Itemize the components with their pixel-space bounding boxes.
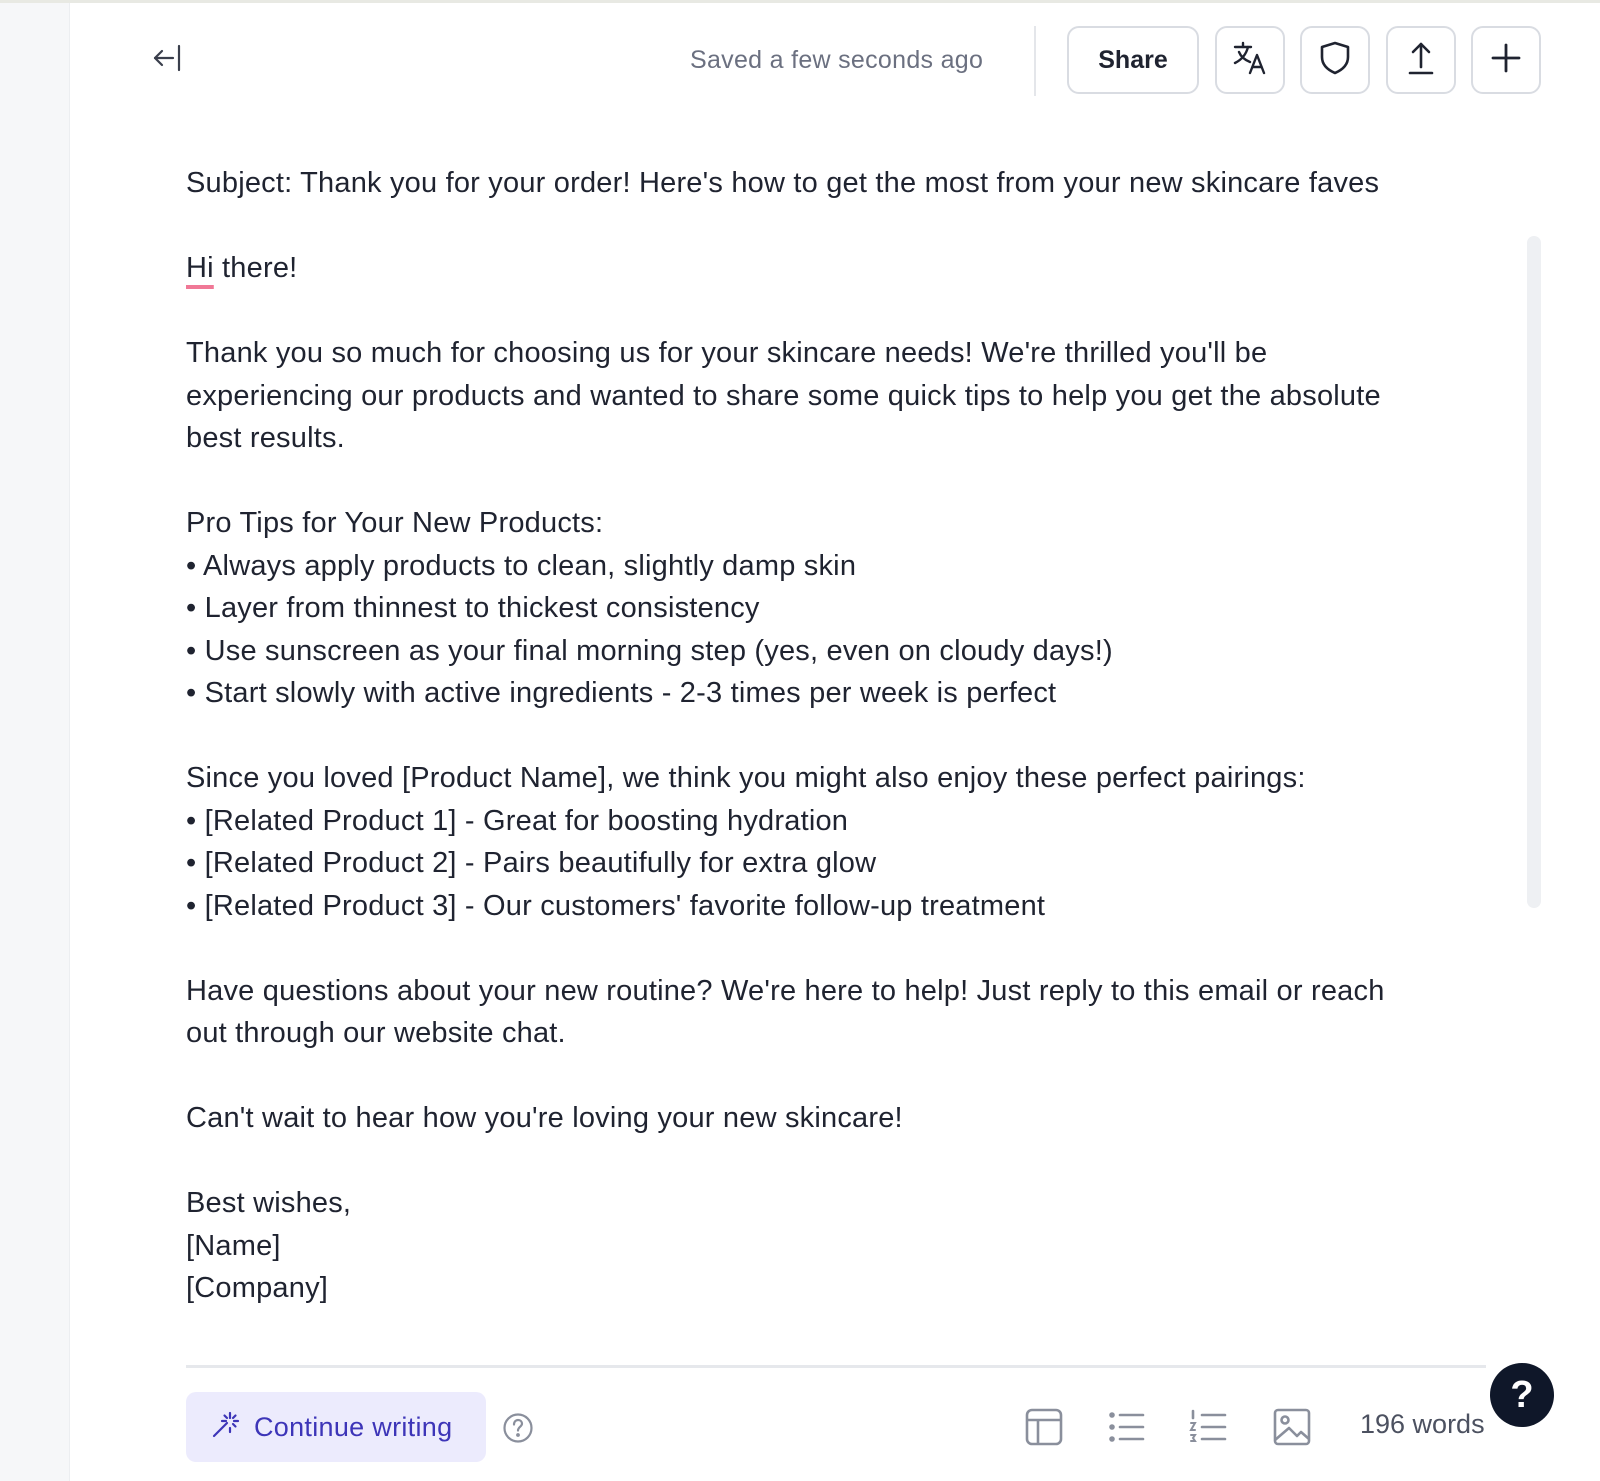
pairings-section bbox=[186, 757, 1416, 927]
upload-icon bbox=[1402, 39, 1440, 82]
intro-paragraph: Thank you so much for choosing us for your skincare needs! We're thrilled you'll be experiencing our products and wanted to share some quick tips to help you get the absolute best results. bbox=[186, 337, 1381, 454]
tip-item: • Use sunscreen as your final morning step (yes, even on cloudy days!) bbox=[186, 634, 1113, 667]
translate-button[interactable] bbox=[1215, 26, 1285, 94]
header-divider bbox=[1034, 26, 1036, 96]
questions-paragraph: Have questions about your new routine? We're here to help! Just reply to this email or reach out through our website chat. bbox=[186, 974, 1385, 1049]
continue-writing-button[interactable] bbox=[186, 1392, 486, 1462]
tip-item: • Always apply products to clean, slightly damp skin bbox=[186, 549, 857, 582]
spellcheck-word[interactable]: Hi bbox=[186, 252, 214, 284]
tips-section bbox=[186, 502, 1416, 715]
tip-item: • Start slowly with active ingredients - 2-3 times per week is perfect bbox=[186, 677, 1057, 709]
signoff: Best wishes, bbox=[186, 1187, 352, 1219]
translate-icon bbox=[1231, 39, 1269, 82]
top-border bbox=[0, 0, 1600, 3]
help-circle-icon[interactable] bbox=[502, 1412, 534, 1444]
greeting-rest: there! bbox=[213, 252, 298, 284]
editor-divider bbox=[186, 1365, 1486, 1368]
collapse-left-icon bbox=[151, 41, 185, 80]
pairing-item: • [Related Product 2] - Pairs beautifully for extra glow bbox=[186, 847, 877, 879]
word-count: 196 words bbox=[1360, 1409, 1485, 1439]
image-icon[interactable] bbox=[1271, 1406, 1313, 1448]
document-editor[interactable] bbox=[186, 162, 1416, 1310]
pairing-item: • [Related Product 3] - Our customers' favorite follow-up treatment bbox=[186, 889, 1046, 922]
plus-icon bbox=[1488, 40, 1524, 81]
bullet-list-icon[interactable] bbox=[1106, 1406, 1148, 1448]
pairing-item: • [Related Product 1] - Great for boosting hydration bbox=[186, 804, 849, 837]
company-placeholder: [Company] bbox=[186, 1272, 329, 1304]
table-icon[interactable] bbox=[1023, 1406, 1065, 1448]
tips-heading: Pro Tips for Your New Products: bbox=[186, 507, 604, 539]
pairings-heading: Since you loved [Product Name], we think you might also enjoy these perfect pairings: bbox=[186, 762, 1306, 794]
collapse-sidebar-button[interactable] bbox=[150, 42, 186, 78]
name-placeholder: [Name] bbox=[186, 1229, 281, 1262]
upload-button[interactable] bbox=[1386, 26, 1456, 94]
magic-wand-icon bbox=[210, 1410, 240, 1445]
shield-button[interactable] bbox=[1300, 26, 1370, 94]
closing-line: Can't wait to hear how you're loving your new skincare! bbox=[186, 1102, 903, 1134]
help-button[interactable]: ? bbox=[1490, 1363, 1554, 1427]
numbered-list-icon[interactable] bbox=[1188, 1406, 1230, 1448]
share-button[interactable]: Share bbox=[1067, 26, 1199, 94]
editor-scrollbar[interactable] bbox=[1527, 236, 1541, 908]
shield-icon bbox=[1316, 39, 1354, 82]
left-rail bbox=[0, 3, 70, 1481]
add-button[interactable] bbox=[1471, 26, 1541, 94]
email-subject: Subject: Thank you for your order! Here's how to get the most from your new skincare faves bbox=[186, 167, 1380, 199]
saved-status: Saved a few seconds ago bbox=[690, 46, 984, 74]
continue-writing-label: Continue writing bbox=[254, 1411, 453, 1442]
tip-item: • Layer from thinnest to thickest consistency bbox=[186, 592, 760, 624]
signature-block bbox=[186, 1182, 1416, 1310]
greeting bbox=[186, 247, 1416, 290]
